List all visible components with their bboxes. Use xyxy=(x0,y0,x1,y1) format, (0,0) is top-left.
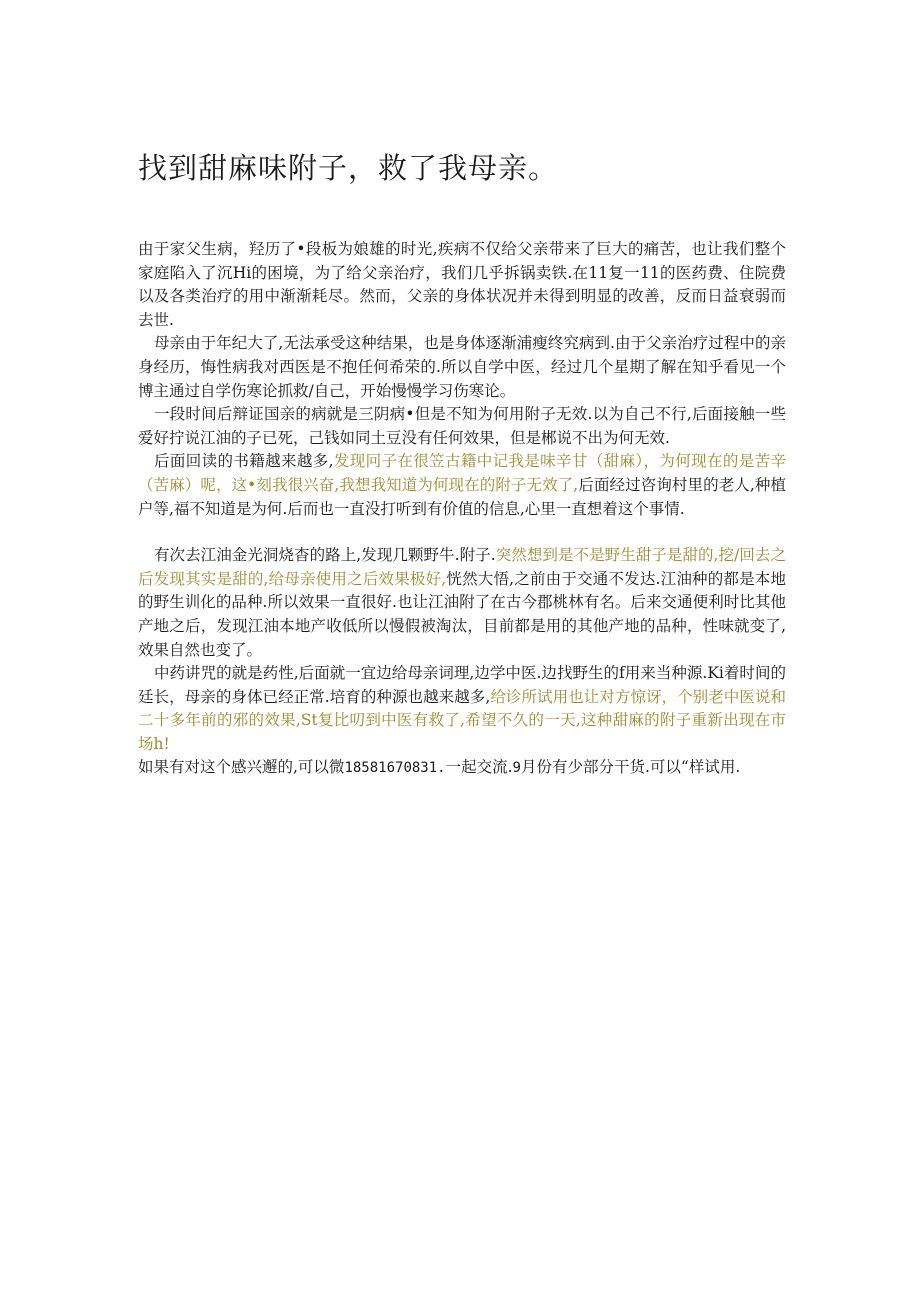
paragraph-spacer xyxy=(138,521,786,544)
paragraph-7-text-a: 如果有对这个感兴邂的,可以微 xyxy=(138,758,345,777)
paragraph-3: 一段时间后辩证国亲的病就是三阴病•但是不知为何用附子无效.以为自己不行,后面接触一些爱好拧说江油的子已死，己钱如同土豆没有任何效果，但是郴说不出为何无效. xyxy=(138,405,786,447)
paragraph-1: 由于家父生病，羟历了•段板为娘雄的时光,疾病不仅给父亲带来了巨大的痛苦，也让我们整个家庭陷入了沉Hi的困境，为了给父亲治疗，我们几乎拆锅卖铁.在11复一11的医药费、住院费以及各类治疗的用中渐渐耗尽。然而，父亲的身体状况并未得到明显的改善，反而日益衰弱而去世. xyxy=(138,240,786,329)
paragraph-7-text-e: 月份有少部分干货.可以“样试用. xyxy=(520,758,741,777)
paragraph-5-text-c: 恍然大悟,之前由于交通不发达.江油种的都是本地的野生训化的品种.所以效果一直很好.也让江油附了在古今郡桃林有名。后来交通便利时比其他产地之后，发现江油本地产收低所以慢假被淘汰，目前都是用的其他产地的品种，性味就变了,效果自然也变了。 xyxy=(138,569,787,659)
paragraph-4-text-c: 后面经过咨询村里的老人,种植户等,福不知道是为何.后而也一直没打听到有价值的信息,心里一直想着这个事情. xyxy=(138,475,787,518)
paragraph-5-text-a: 有次去江油金光洞烧杳的路上,发现几颗野牛.附子. xyxy=(154,546,496,565)
document-title: 找到甜麻味附子，救了我母亲。 xyxy=(138,151,559,185)
paragraph-7 xyxy=(138,756,786,781)
paragraph-5-highlight: 突然想到是不是野生甜子是甜的,挖/回去之后发现其实是甜的,给母亲使用之后效果极好, xyxy=(138,546,786,588)
paragraph-7-text-c: 一起交流. xyxy=(445,758,513,777)
paragraph-6 xyxy=(138,662,786,756)
paragraph-4-highlight: 发现冋子在很笠古籍中记我是味辛甘（甜麻），为何现在的是苦辛（苦麻）呢，这•刻我很兴奋,我想我知道为何现在的附子无效了, xyxy=(138,452,786,494)
contact-number: 18581670831. xyxy=(344,760,446,777)
month-number: 9 xyxy=(512,760,521,777)
paragraph-4-text-a: 后面回读的书籍越来越多, xyxy=(154,452,334,471)
document-page xyxy=(138,148,786,781)
paragraph-6-text-a: 中药讲咒的就是药性,后面就一宜边给母亲词理,边学中医.边找野生的f用来当种源.Ki着时间的廷长，母亲的身体已经正常.培育的种源也越来越多, xyxy=(138,664,786,706)
paragraph-4 xyxy=(138,450,786,521)
paragraph-2: 母亲由于年纪大了,无法承受这种结果，也是身体逐渐浦瘦终究病到.由于父亲治疗过程中的亲身经历，悔性病我对西医是不抱任何希荣的.所以自学中医，经过几个星期了解在知乎看见一个博主通过自学伤寒论抓救/自己，开始慢慢学习伤寒论。 xyxy=(138,334,786,400)
paragraph-5 xyxy=(138,544,786,662)
paragraph-6-highlight: 给诊所试用也让对方惊讶，个别老中医说和二十多年前的邪的效果,St复比叨到中医有救了,希望不久的一天,这种甜麻的附子重新出现在市场h! xyxy=(138,687,786,753)
